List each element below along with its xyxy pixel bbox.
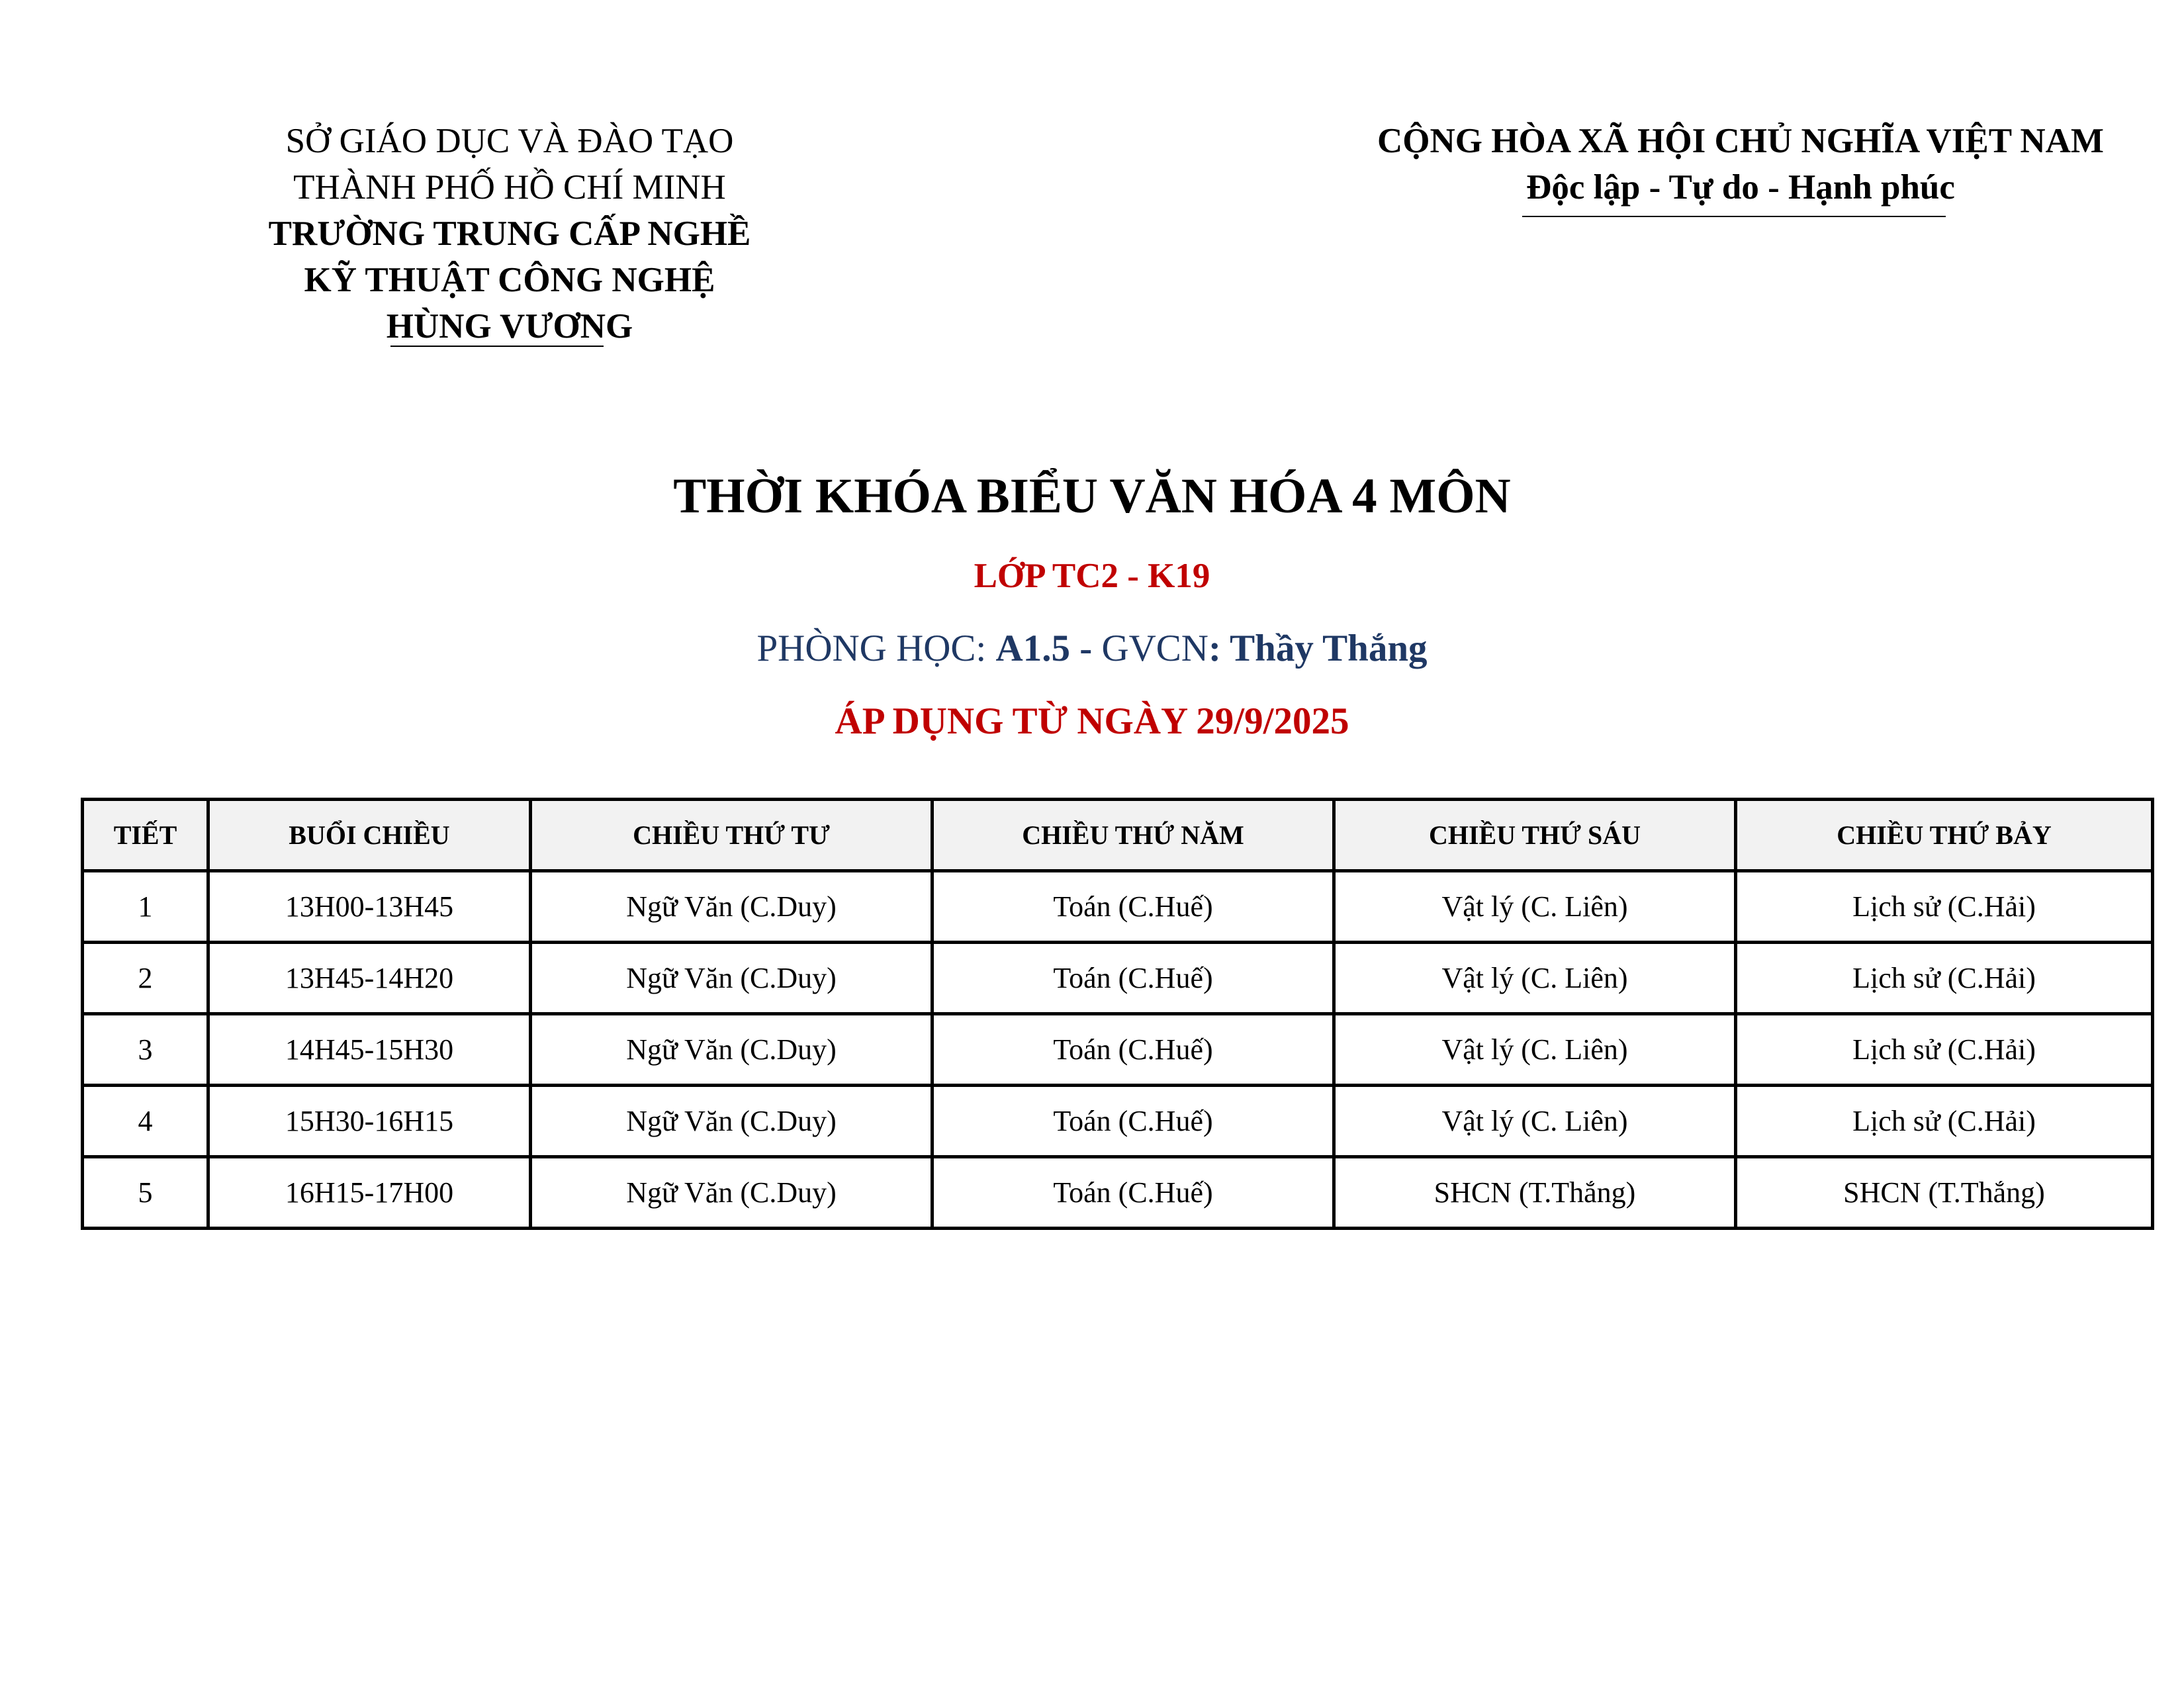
table-row: [83, 943, 2153, 1014]
room-teacher-line: [0, 622, 2184, 675]
saturday-cell: Lịch sử (C.Hải): [1736, 871, 2153, 943]
period-cell: 3: [83, 1014, 208, 1086]
room-value: A1.5 -: [995, 628, 1102, 669]
time-cell: 13H00-13H45: [208, 871, 531, 943]
friday-cell: Vật lý (C. Liên): [1334, 1014, 1736, 1086]
timetable: [81, 798, 2154, 1230]
national-motto-block: [1317, 118, 2164, 211]
wednesday-cell: Ngữ Văn (C.Duy): [531, 1086, 933, 1157]
column-header-wednesday: CHIỀU THỨ TƯ: [531, 800, 933, 871]
country-name: CỘNG HÒA XÃ HỘI CHỦ NGHĨA VIỆT NAM: [1377, 122, 2104, 160]
column-header-thursday: CHIỀU THỨ NĂM: [933, 800, 1334, 871]
effective-date: ÁP DỤNG TỪ NGÀY 29/9/2025: [835, 700, 1349, 742]
table-row: [83, 1157, 2153, 1229]
saturday-cell: Lịch sử (C.Hải): [1736, 1014, 2153, 1086]
friday-cell: SHCN (T.Thắng): [1334, 1157, 1736, 1229]
saturday-cell: SHCN (T.Thắng): [1736, 1157, 2153, 1229]
column-header-period: TIẾT: [83, 800, 208, 871]
period-cell: 4: [83, 1086, 208, 1157]
thursday-cell: Toán (C.Huế): [933, 1157, 1334, 1229]
motto-underline: [1522, 216, 1946, 217]
period-cell: 5: [83, 1157, 208, 1229]
time-cell: 13H45-14H20: [208, 943, 531, 1014]
time-cell: 14H45-15H30: [208, 1014, 531, 1086]
wednesday-cell: Ngữ Văn (C.Duy): [531, 943, 933, 1014]
school-name-line3: HÙNG VƯƠNG: [386, 307, 633, 346]
thursday-cell: Toán (C.Huế): [933, 1014, 1334, 1086]
room-label: PHÒNG HỌC:: [756, 628, 996, 669]
friday-cell: Vật lý (C. Liên): [1334, 1086, 1736, 1157]
table-row: [83, 1086, 2153, 1157]
wednesday-cell: Ngữ Văn (C.Duy): [531, 1157, 933, 1229]
period-cell: 1: [83, 871, 208, 943]
column-header-time: BUỔI CHIỀU: [208, 800, 531, 871]
column-header-saturday: CHIỀU THỨ BẢY: [1736, 800, 2153, 871]
gvcn-label: GVCN: [1101, 628, 1208, 669]
saturday-cell: Lịch sử (C.Hải): [1736, 1086, 2153, 1157]
homeroom-teacher: : Thầy Thắng: [1208, 628, 1428, 669]
time-cell: 16H15-17H00: [208, 1157, 531, 1229]
school-name-line2: KỸ THUẬT CÔNG NGHỆ: [304, 261, 715, 299]
national-motto: Độc lập - Tự do - Hạnh phúc: [1526, 168, 1955, 207]
thursday-cell: Toán (C.Huế): [933, 871, 1334, 943]
thursday-cell: Toán (C.Huế): [933, 943, 1334, 1014]
timetable-header-row: [83, 800, 2153, 871]
time-cell: 15H30-16H15: [208, 1086, 531, 1157]
wednesday-cell: Ngữ Văn (C.Duy): [531, 871, 933, 943]
friday-cell: Vật lý (C. Liên): [1334, 943, 1736, 1014]
school-name-underline: [390, 346, 604, 347]
document-title: THỜI KHÓA BIỂU VĂN HÓA 4 MÔN: [673, 469, 1511, 524]
period-cell: 2: [83, 943, 208, 1014]
city-name: THÀNH PHỐ HỒ CHÍ MINH: [293, 168, 726, 207]
table-row: [83, 1014, 2153, 1086]
class-name: LỚP TC2 - K19: [974, 557, 1210, 595]
school-name-line1: TRƯỜNG TRUNG CẤP NGHỀ: [268, 214, 751, 253]
friday-cell: Vật lý (C. Liên): [1334, 871, 1736, 943]
thursday-cell: Toán (C.Huế): [933, 1086, 1334, 1157]
issuing-authority-block: [251, 118, 768, 350]
saturday-cell: Lịch sử (C.Hải): [1736, 943, 2153, 1014]
column-header-friday: CHIỀU THỨ SÁU: [1334, 800, 1736, 871]
department-name: SỞ GIÁO DỤC VÀ ĐÀO TẠO: [285, 122, 734, 160]
table-row: [83, 871, 2153, 943]
wednesday-cell: Ngữ Văn (C.Duy): [531, 1014, 933, 1086]
